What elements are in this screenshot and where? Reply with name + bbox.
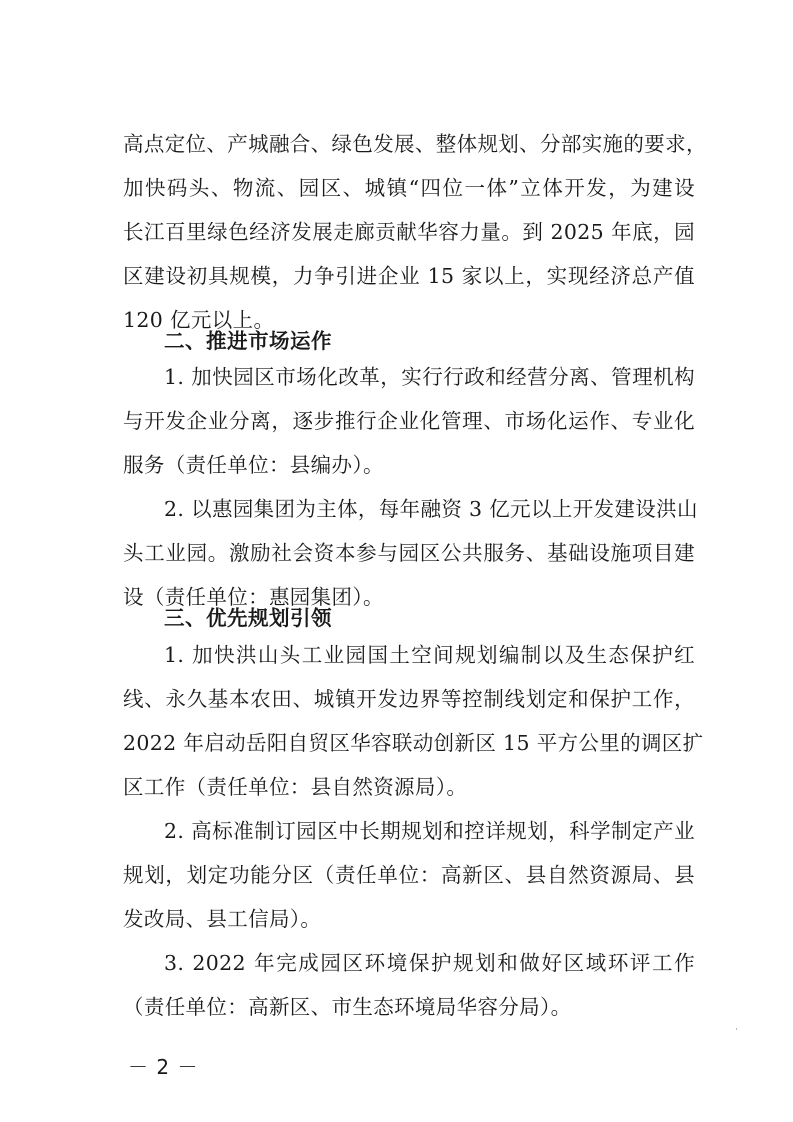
section-3-item-1-line: 线、永久基本农田、城镇开发边界等控制线划定和保护工作， — [123, 687, 695, 711]
section-2-item-1-line: 服务（责任单位：县编办）。 — [123, 453, 384, 477]
section-3-item-2-line: 发改局、县工信局）。 — [123, 907, 322, 931]
section-3-item-1-line: 1. 加快洪山头工业园国土空间规划编制以及生态保护红 — [164, 643, 695, 667]
section-2-item-2-line: 设（责任单位：惠园集团）。 — [123, 585, 384, 609]
paragraph-line: 120 亿元以上。 — [123, 308, 275, 332]
section-2-item-2-line: 头工业园。激励社会资本参与园区公共服务、基础设施项目建 — [123, 541, 695, 565]
paragraph-line: 长江百里绿色经济发展走廊贡献华容力量。到 2025 年底，园 — [123, 220, 695, 244]
section-3-item-1-line: 2022 年启动岳阳自贸区华容联动创新区 15 平方公里的调区扩 — [123, 731, 704, 755]
section-2-item-2-line: 2. 以惠园集团为主体，每年融资 3 亿元以上开发建设洪山 — [164, 497, 698, 521]
section-heading-2: 二、推进市场运作 — [164, 329, 332, 353]
scan-speck — [736, 1028, 737, 1030]
section-3-item-2-line: 规划，划定功能分区（责任单位：高新区、县自然资源局、县 — [123, 863, 695, 887]
section-3-item-3-line: 3. 2022 年完成园区环境保护规划和做好区域环评工作 — [164, 951, 695, 975]
section-heading-3: 三、优先规划引领 — [164, 606, 332, 630]
paragraph-line: 区建设初具规模，力争引进企业 15 家以上，实现经济总产值 — [123, 264, 695, 288]
section-2-item-1-line: 与开发企业分离，逐步推行企业化管理、市场化运作、专业化 — [123, 409, 695, 433]
section-3-item-2-line: 2. 高标准制订园区中长期规划和控详规划，科学制定产业 — [164, 819, 695, 843]
section-3-item-3-line: （责任单位：高新区、市生态环境局华容分局）。 — [123, 995, 572, 1019]
section-2-item-1-line: 1. 加快园区市场化改革，实行行政和经营分离、管理机构 — [164, 365, 695, 389]
paragraph-line: 高点定位、产城融合、绿色发展、整体规划、分部实施的要求， — [123, 132, 707, 156]
paragraph-line: 加快码头、物流、园区、城镇“四位一体”立体开发，为建设 — [123, 176, 695, 200]
page-number: － 2 － — [128, 1055, 199, 1079]
section-3-item-1-line: 区工作（责任单位：县自然资源局）。 — [123, 775, 468, 799]
